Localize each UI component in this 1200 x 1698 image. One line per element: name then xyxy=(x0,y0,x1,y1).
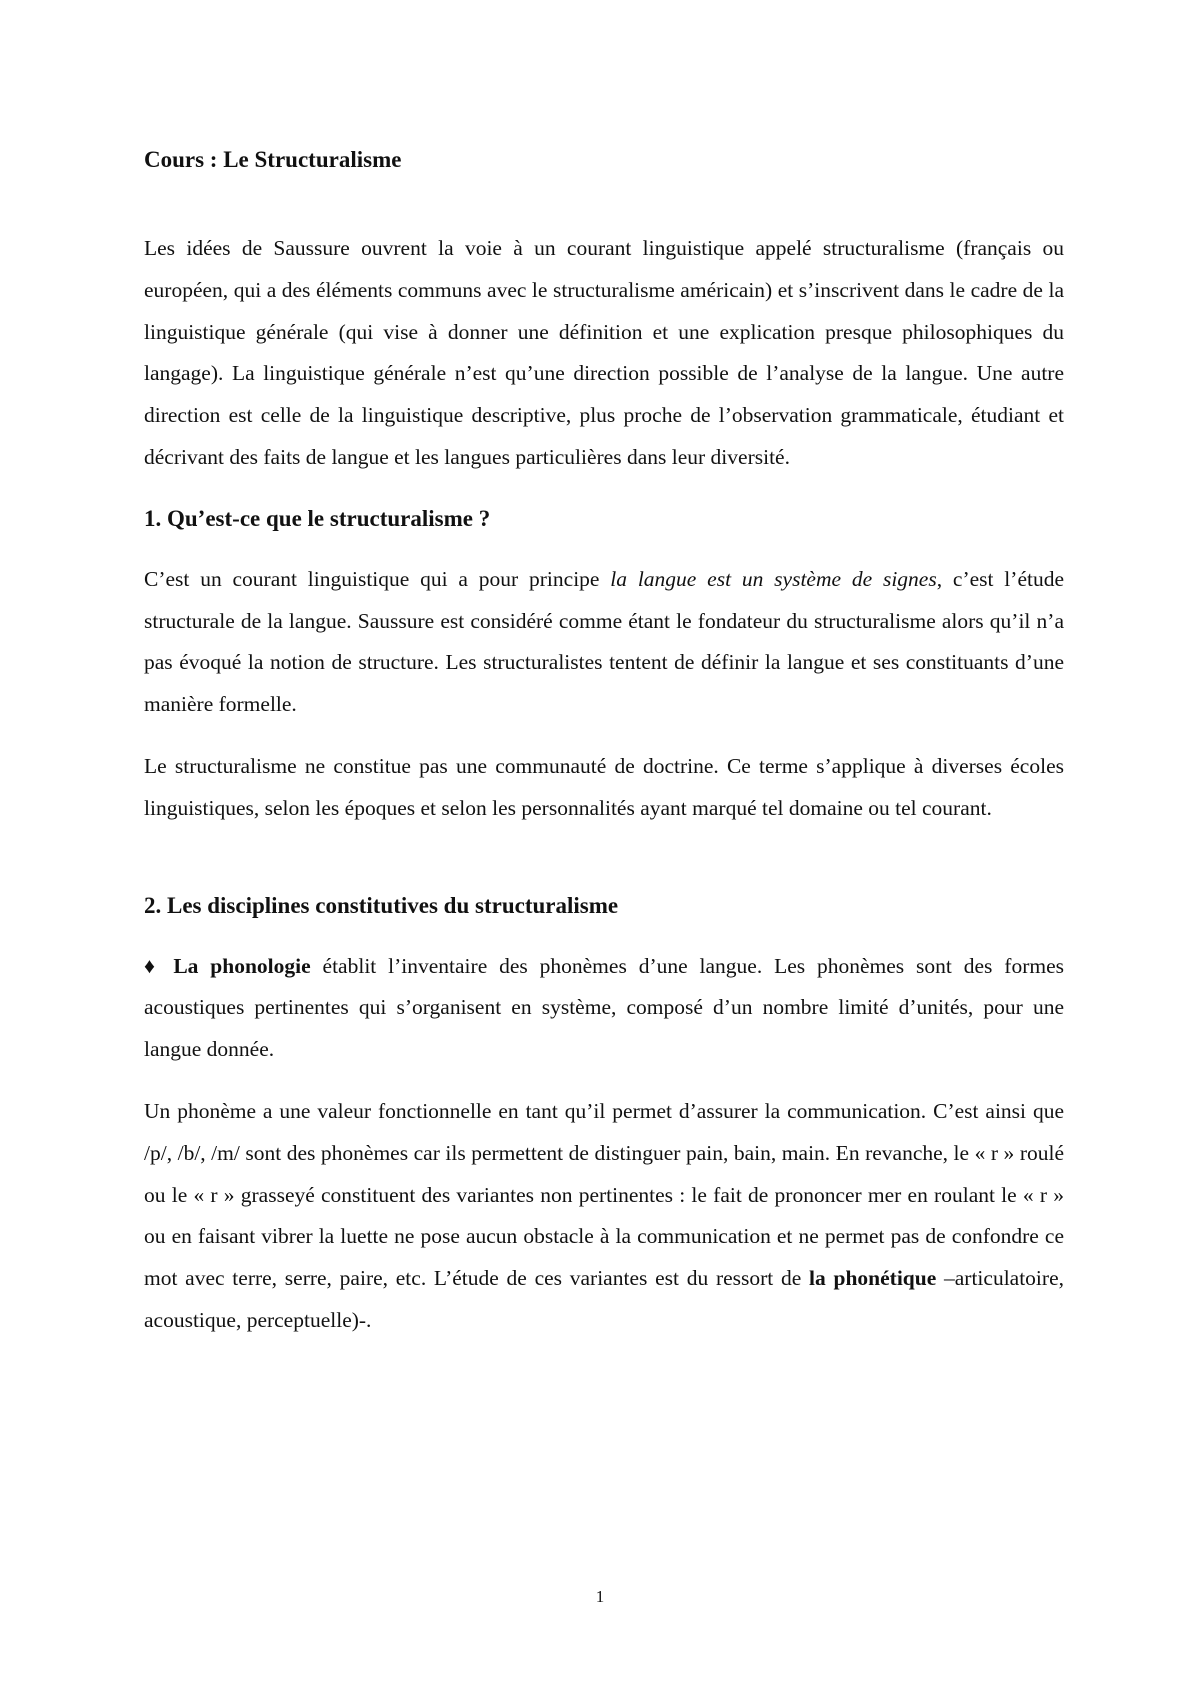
term-phonologie: La phonologie xyxy=(173,953,311,978)
section-1-paragraph-2: Le structuralisme ne constitue pas une communauté de doctrine. Ce terme s’applique à diverses écoles linguistiques, selon les époques et selon les personnalités ayant marqué tel domaine ou tel courant. xyxy=(144,753,1064,820)
section-1-heading: 1. Qu’est-ce que le structuralisme ? xyxy=(144,505,491,531)
diamond-bullet-icon: ♦ xyxy=(144,953,174,978)
term-phonetique: la phonétique xyxy=(809,1266,937,1291)
section-2-p2-text-before: Un phonème a une valeur fonctionnelle en tant qu’il permet d’assurer la communication. C’est ainsi que /p/, /b/, /m/ sont des phonèmes car ils permettent de distinguer pain, bain, main. En revanche, le « r » roulé ou le « r » grasseyé constituent des variantes non pertinentes : le fait de prononcer mer en roulant le « r » ou en faisant vibrer la luette ne pose aucun obstacle à la communication et ne permet pas de confondre ce mot avec terre, serre, paire, etc. L’étude de ces variantes est du ressort de xyxy=(144,1098,1064,1291)
page-number: 1 xyxy=(595,1587,605,1606)
section-1-p1-italic-principle: la langue est un système de signes xyxy=(610,566,937,591)
section-2-paragraph-2 xyxy=(144,1091,1064,1342)
section-1-p1-text-before: C’est un courant linguistique qui a pour principe xyxy=(144,566,611,591)
section-1-paragraph-1 xyxy=(144,559,1064,726)
document-title: Cours : Le Structuralisme xyxy=(144,147,402,172)
section-2-paragraph-1 xyxy=(144,946,1064,1071)
section-2-heading: 2. Les disciplines constitutives du structuralisme xyxy=(144,892,619,918)
section-2-p2-text-after: –articulatoire, acoustique, perceptuelle)-. xyxy=(144,1266,1064,1332)
document-body xyxy=(144,140,1064,1362)
intro-paragraph: Les idées de Saussure ouvrent la voie à un courant linguistique appelé structuralisme (français ou européen, qui a des éléments communs avec le structuralisme américain) et s’inscrivent dans le cadre de la linguistique générale (qui vise à donner une définition et une explication presque philosophiques du langage). La linguistique générale n’est qu’une direction possible de l’analyse de la langue. Une autre direction est celle de la linguistique descriptive, plus proche de l’observation grammaticale, étudiant et décrivant des faits de langue et les langues particulières dans leur diversité. xyxy=(144,236,1064,469)
section-1-p1-text-after: , c’est l’étude structurale de la langue. Saussure est considéré comme étant le fondateur du structuralisme alors qu’il n’a pas évoqué la notion de structure. Les structuralistes tentent de définir la langue et ses constituants d’une manière formelle. xyxy=(144,566,1065,717)
section-2-p1-text: établit l’inventaire des phonèmes d’une langue. Les phonèmes sont des formes acoustiques pertinentes qui s’organisent en système, composé d’un nombre limité d’unités, pour une langue donnée. xyxy=(144,953,1064,1062)
